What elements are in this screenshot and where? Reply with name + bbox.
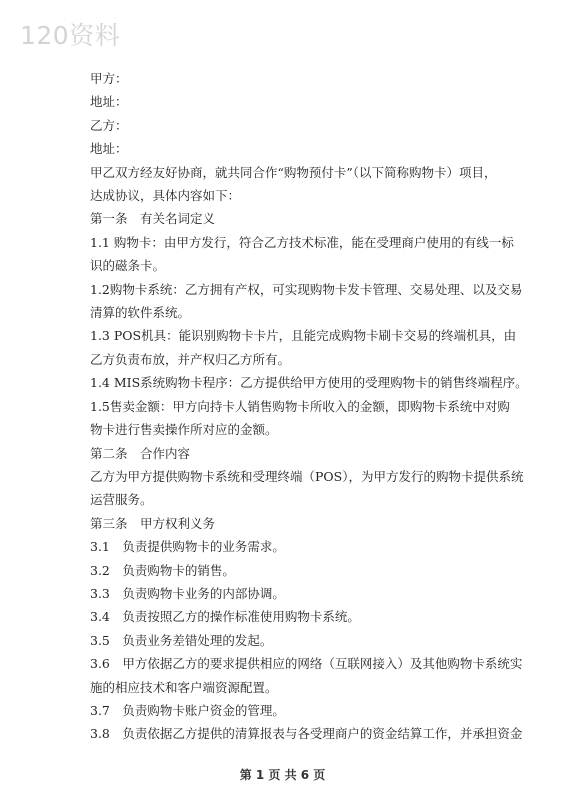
doc-line: 识的磁条卡。 [90,258,166,274]
doc-line: 1.2购物卡系统：乙方拥有产权，可实现购物卡发卡管理、交易处理、以及交易 [90,281,523,297]
doc-line: 3.5 负责业务差错处理的发起。 [90,632,273,648]
doc-line: 地址： [90,141,128,157]
doc-line: 清算的软件系统。 [90,305,191,321]
doc-line: 地址： [90,94,128,110]
doc-line: 3.7 负责购物卡账户资金的管理。 [90,702,285,718]
doc-line: 达成协议，具体内容如下： [90,188,241,204]
watermark-logo: 120资料 [20,21,121,50]
section-heading: 第二条 合作内容 [90,445,191,461]
doc-line: 乙方负责布放，并产权归乙方所有。 [90,351,291,367]
doc-line: 1.3 POS机具：能识别购物卡卡片，且能完成购物卡刷卡交易的终端机具，由 [90,328,517,344]
doc-line: 3.6 甲方依据乙方的要求提供相应的网络（互联网接入）及其他购物卡系统实 [90,656,523,672]
doc-line: 运营服务。 [90,492,153,508]
doc-line: 乙方： [90,117,128,133]
doc-line: 3.1 负责提供购物卡的业务需求。 [90,539,285,555]
document-body [90,67,528,746]
page-footer: 第 1 页 共 6 页 [239,768,326,782]
doc-line: 乙方为甲方提供购物卡系统和受理终端（POS），为甲方发行的购物卡提供系统 [90,468,524,484]
doc-line: 3.8 负责依据乙方提供的清算报表与各受理商户的资金结算工作，并承担资金 [90,726,523,742]
doc-line: 1.4 MIS系统购物卡程序：乙方提供给甲方使用的受理购物卡的销售终端程序。 [90,375,528,391]
doc-line: 3.4 负责按照乙方的操作标准使用购物卡系统。 [90,609,360,625]
section-heading: 第一条 有关名词定义 [90,211,216,227]
section-heading: 第三条 甲方权利义务 [90,515,216,531]
doc-line: 施的相应技术和客户端资源配置。 [90,679,278,695]
doc-line: 物卡进行售卖操作所对应的金额。 [90,422,278,438]
doc-line: 1.5售卖金额：甲方向持卡人销售购物卡所收入的金额，即购物卡系统中对购 [90,398,510,414]
doc-line: 甲乙双方经友好协商，就共同合作“购物预付卡”（以下简称购物卡）项目， [90,164,497,180]
doc-line: 3.2 负责购物卡的销售。 [90,562,235,578]
doc-line: 3.3 负责购物卡业务的内部协调。 [90,585,285,601]
doc-line: 甲方： [90,71,128,86]
doc-line: 1.1 购物卡：由甲方发行，符合乙方技术标准，能在受理商户使用的有线一标 [90,234,514,250]
